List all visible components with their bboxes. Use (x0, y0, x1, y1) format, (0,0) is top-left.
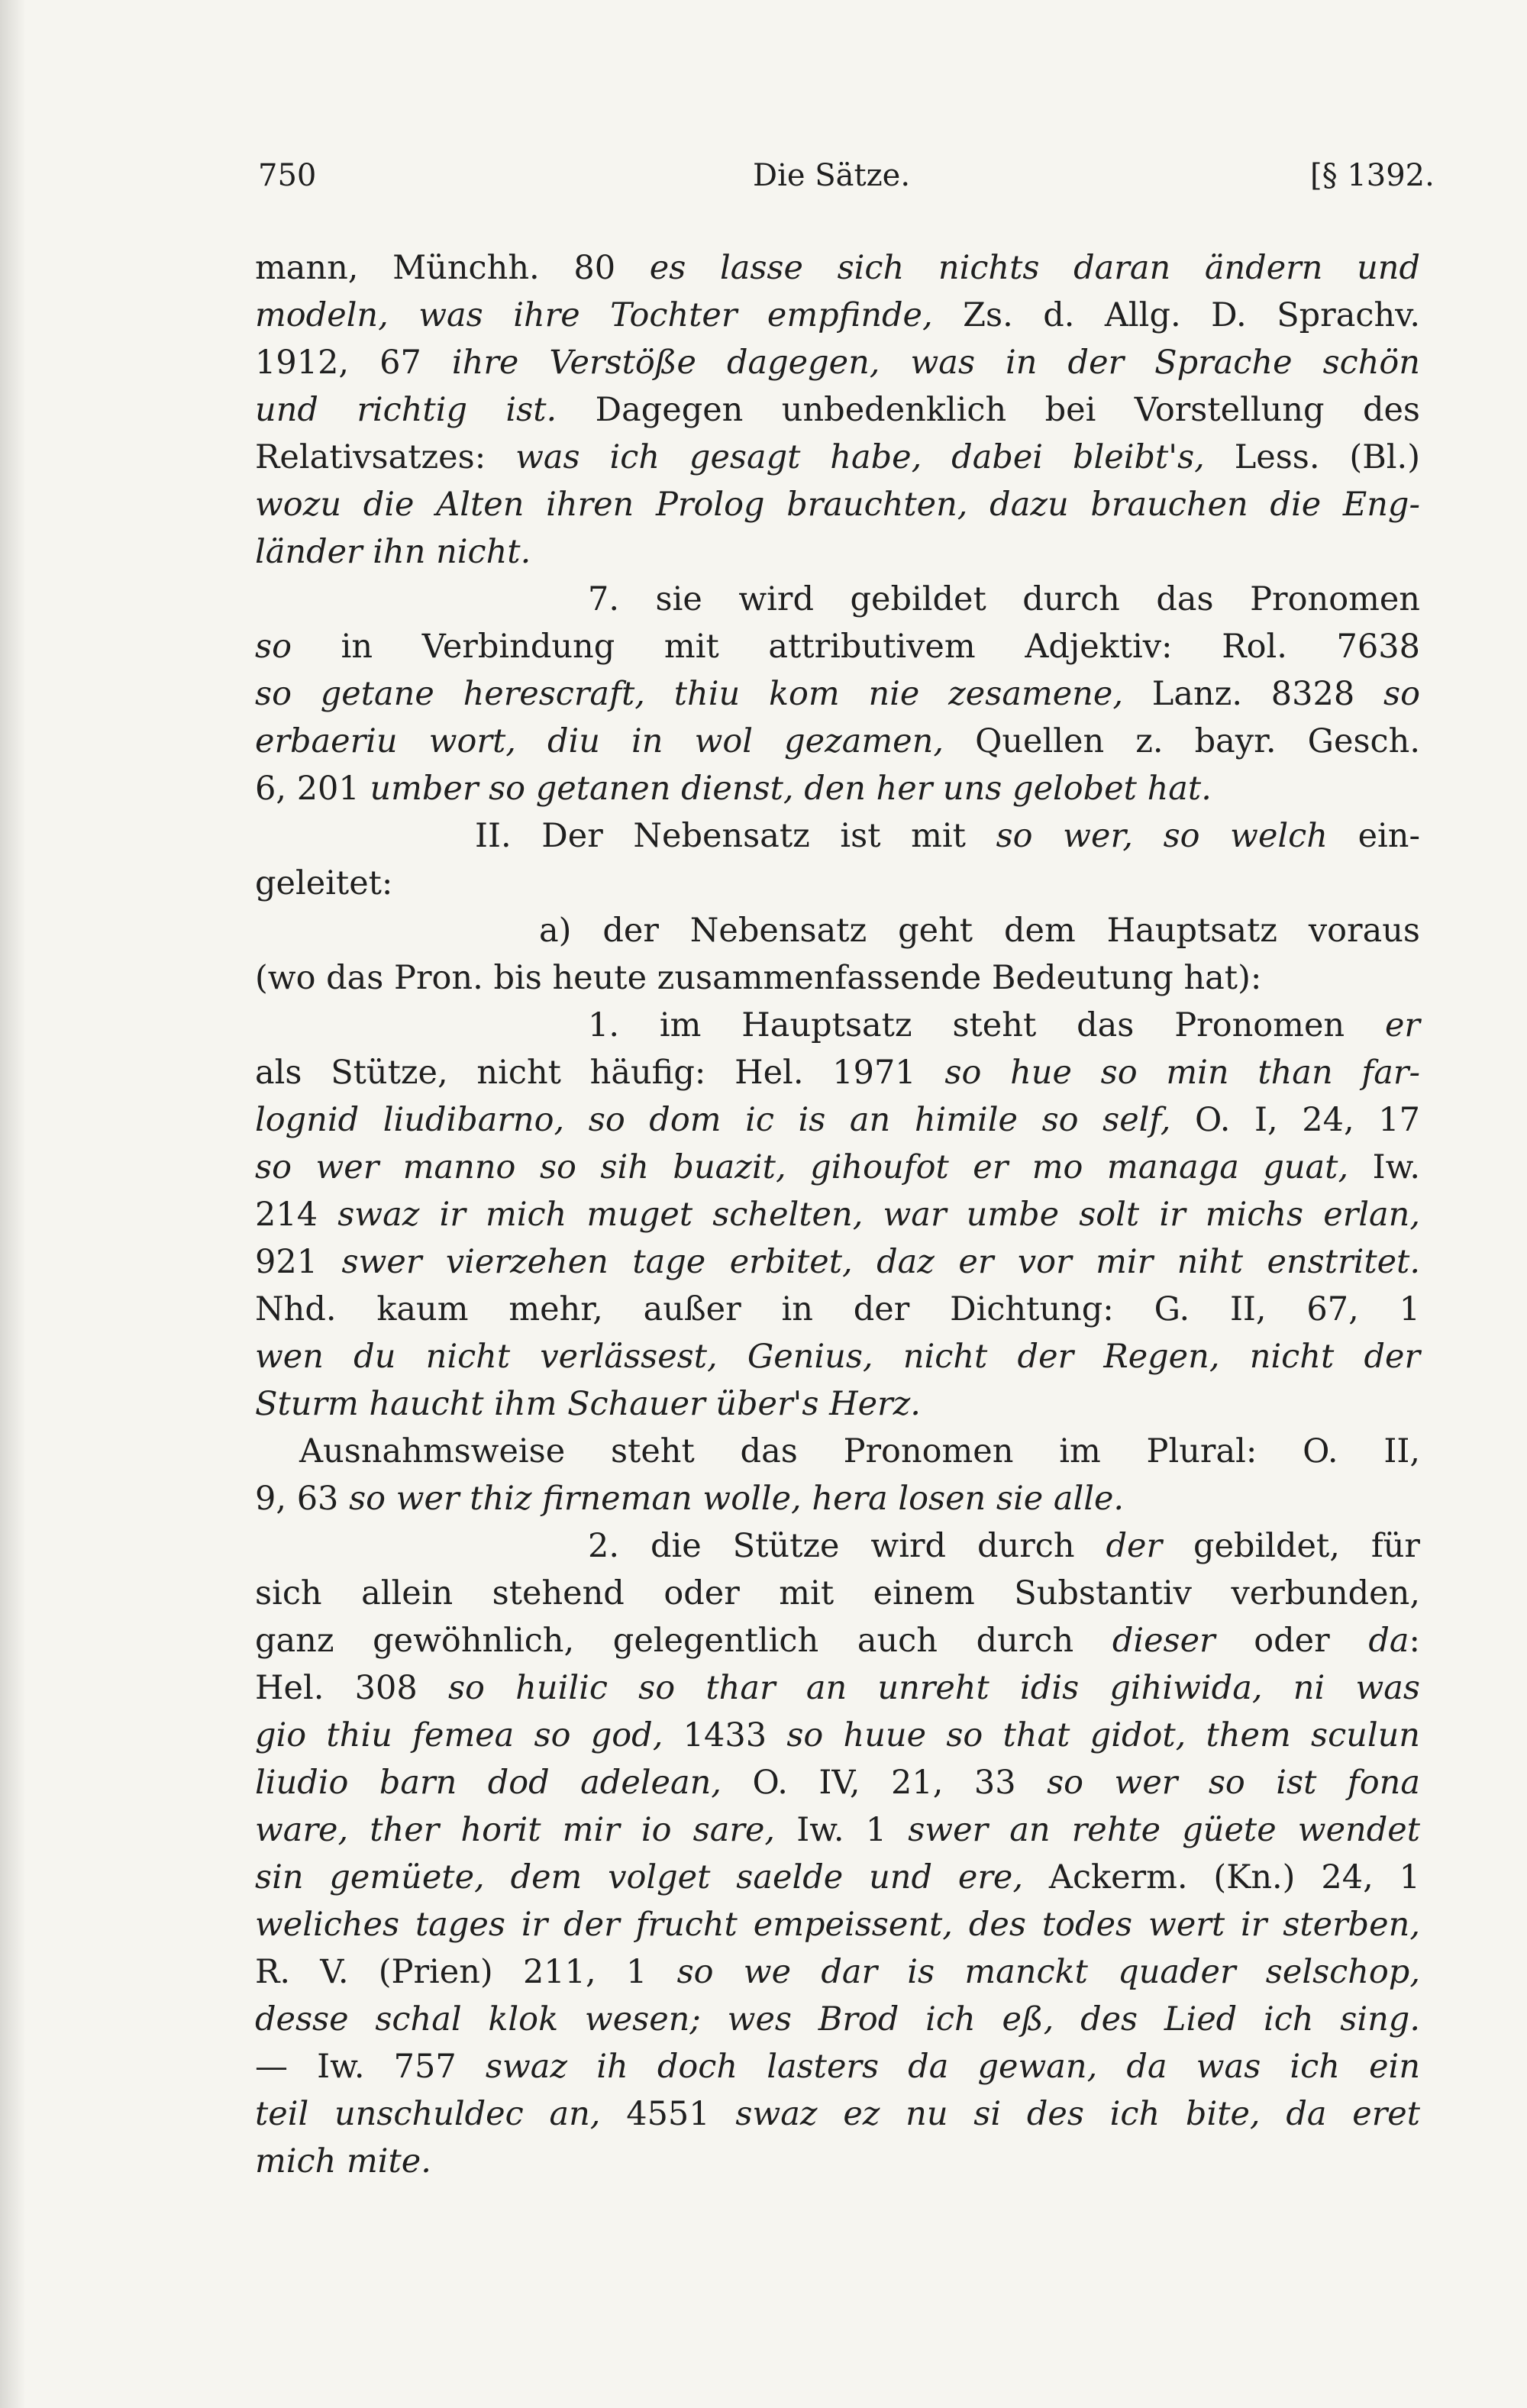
text-line (255, 2138, 1420, 2185)
quotation-italic: swaz ez nu si des ich bite, da eret (735, 2095, 1420, 2133)
quotation-italic: so (255, 628, 292, 666)
quotation-italic: swaz ir mich muget schelten, war umbe solt ir michs erlan, (337, 1196, 1421, 1234)
quotation-italic: so wer manno so sih buazit, gihoufot er mo managa guat, (255, 1148, 1349, 1186)
text-line (255, 954, 1420, 1002)
quotation-italic: swer vierzehen tage erbitet, daz er vor mir niht enstritet. (341, 1243, 1420, 1281)
text-line (255, 1002, 1420, 1049)
text-line (255, 1806, 1420, 1854)
text-line (255, 1617, 1420, 1664)
text-line (255, 1380, 1420, 1428)
text-run: : (1409, 1622, 1420, 1660)
quotation-italic: swaz ih doch lasters da gewan, da was ich ein (485, 2048, 1421, 2086)
quotation-italic: weliches tages ir der frucht empeissent, des todes wert ir sterben, (255, 1906, 1420, 1944)
text-line (255, 1428, 1420, 1475)
quotation-italic: wen du nicht verlässest, Genius, nicht der Regen, nicht der (255, 1338, 1420, 1376)
text-line (255, 528, 1420, 576)
text-run: ein- (1327, 817, 1421, 855)
quotation-italic: so hue so min than far- (944, 1054, 1421, 1092)
text-run: 214 (255, 1196, 338, 1234)
text-line (255, 907, 1420, 954)
text-line (255, 812, 1420, 860)
quotation-italic: ware, ther horit mir io sare, (255, 1811, 776, 1849)
body-text (255, 244, 1420, 2185)
text-line (255, 1144, 1420, 1191)
text-run: mann, Münchh. 80 (255, 249, 650, 287)
text-run: Lanz. 8328 (1122, 675, 1384, 713)
text-run: O. I, 24, 17 (1170, 1101, 1420, 1139)
quotation-italic: desse schal klok wesen; wes Brod ich eß, des Lied ich sing. (255, 2000, 1420, 2038)
quotation-italic: modeln, was ihre Tochter empfinde, (255, 296, 933, 334)
quotation-italic: ihre Verstöße dagegen, was in der Sprache schön (451, 344, 1421, 382)
text-run: gebildet, für (1162, 1527, 1420, 1565)
quotation-italic: liudio barn dod adelean, (255, 1764, 722, 1802)
quotation-italic: swer an rehte güete wendet (908, 1811, 1420, 1849)
quotation-italic: so we dar is manckt quader selschop, (676, 1953, 1421, 1991)
text-run: 6, 201 (255, 770, 370, 808)
text-line (255, 1664, 1420, 1712)
quotation-italic: und richtig ist. (255, 391, 557, 429)
text-run: Quellen z. bayr. Gesch. (944, 722, 1420, 760)
text-run: ganz gewöhnlich, gelegentlich auch durch (255, 1622, 1112, 1660)
text-run: 1433 (663, 1716, 787, 1754)
text-line (255, 860, 1420, 907)
text-run: R. V. (Prien) 211, 1 (255, 1953, 677, 1991)
text-run: Ausnahmsweise steht das Pronomen im Plural: O. II, (299, 1432, 1420, 1470)
quotation-italic: sin gemüete, dem volget saelde und ere, (255, 1858, 1023, 1896)
text-run: 4551 (600, 2095, 736, 2133)
text-run: Zs. d. Allg. D. Sprachv. (932, 296, 1420, 334)
quotation-italic: wozu die Alten ihren Prolog brauchten, dazu brauchen die Eng- (255, 486, 1420, 524)
page-number: 750 (258, 158, 317, 193)
text-run: 1912, 67 (255, 344, 452, 382)
quotation-italic: er (1384, 1006, 1420, 1044)
quotation-italic: so wer, so welch (996, 817, 1328, 855)
text-run: sich allein stehend oder mit einem Substantiv verbunden, (255, 1574, 1420, 1612)
text-line (255, 576, 1420, 623)
running-title: Die Sätze. (753, 158, 911, 193)
quotation-italic: so huue so that gidot, them sculun (786, 1716, 1420, 1754)
text-run: geleitet: (255, 864, 393, 902)
text-line (255, 1522, 1420, 1570)
quotation-italic: dieser (1112, 1622, 1215, 1660)
text-line (255, 244, 1420, 292)
text-run: — Iw. 757 (255, 2048, 486, 2086)
text-line (255, 292, 1420, 339)
quotation-italic: gio thiu femea so god, (255, 1716, 663, 1754)
text-line (255, 1238, 1420, 1286)
text-line (255, 1333, 1420, 1380)
quotation-italic: länder ihn nicht. (255, 533, 531, 571)
quotation-italic: was ich gesagt habe, dabei bleibt's, (515, 438, 1205, 476)
text-line (255, 670, 1420, 718)
text-run: Nhd. kaum mehr, außer in der Dichtung: G. II, 67, 1 (255, 1290, 1420, 1328)
text-line (255, 1570, 1420, 1617)
text-run: in Verbindung mit attributivem Adjektiv: Rol. 7638 (291, 628, 1420, 666)
text-run: Dagegen unbedenklich bei Vorstellung des (557, 391, 1420, 429)
text-line (255, 1475, 1420, 1522)
quotation-italic: lognid liudibarno, so dom ic is an himile so self, (255, 1101, 1171, 1139)
text-run: Ackerm. (Kn.) 24, 1 (1023, 1858, 1420, 1896)
text-line (255, 339, 1420, 386)
text-run: Iw. 1 (775, 1811, 909, 1849)
text-run: als Stütze, nicht häufig: Hel. 1971 (255, 1054, 945, 1092)
text-run: a) der Nebensatz geht dem Hauptsatz voraus (539, 912, 1420, 950)
quotation-italic: so getane herescraft, thiu kom nie zesamene, (255, 675, 1123, 713)
text-run: II. Der Nebensatz ist mit (475, 817, 996, 855)
text-line (255, 1191, 1420, 1238)
text-run: O. IV, 21, 33 (721, 1764, 1048, 1802)
quotation-italic: erbaeriu wort, diu in wol gezamen, (255, 722, 944, 760)
text-line (255, 1948, 1420, 1996)
text-run: Relativsatzes: (255, 438, 516, 476)
text-line (255, 2043, 1420, 2090)
text-line (255, 1996, 1420, 2043)
quotation-italic: so (1383, 675, 1420, 713)
text-run: oder (1215, 1622, 1369, 1660)
text-line (255, 434, 1420, 481)
text-line (255, 1286, 1420, 1333)
quotation-italic: es lasse sich nichts daran ändern und (649, 249, 1420, 287)
text-run: Iw. (1348, 1148, 1420, 1186)
quotation-italic: mich mite. (255, 2142, 431, 2180)
text-run: 9, 63 (255, 1480, 350, 1518)
text-run: (wo das Pron. bis heute zusammenfassende Bedeutung hat): (255, 959, 1262, 997)
text-line (255, 1901, 1420, 1948)
quotation-italic: so huilic so thar an unreht idis gihiwida, ni was (447, 1669, 1420, 1707)
text-line (255, 1759, 1420, 1806)
section-reference: [§ 1392. (1310, 158, 1435, 193)
text-line (255, 481, 1420, 528)
text-line (255, 1712, 1420, 1759)
quotation-italic: Sturm haucht ihm Schauer über's Herz. (255, 1385, 921, 1423)
text-line (255, 2090, 1420, 2138)
text-line (255, 718, 1420, 765)
text-line (255, 1854, 1420, 1901)
quotation-italic: umber so getanen dienst, den her uns gelobet hat. (370, 770, 1212, 808)
text-run: 1. im Hauptsatz steht das Pronomen (588, 1006, 1385, 1044)
text-run: Less. (Bl.) (1204, 438, 1420, 476)
quotation-italic: der (1106, 1527, 1163, 1565)
text-run: 7. sie wird gebildet durch das Pronomen (588, 580, 1420, 618)
quotation-italic: da (1368, 1622, 1409, 1660)
text-line (255, 765, 1420, 812)
text-line (255, 1096, 1420, 1144)
text-run: 921 (255, 1243, 342, 1281)
quotation-italic: so wer so ist fona (1047, 1764, 1420, 1802)
quotation-italic: teil unschuldec an, (255, 2095, 601, 2133)
text-run: Hel. 308 (255, 1669, 448, 1707)
text-line (255, 1049, 1420, 1096)
text-line (255, 386, 1420, 434)
text-line (255, 623, 1420, 670)
quotation-italic: so wer thiz firneman wolle, hera losen sie alle. (349, 1480, 1125, 1518)
text-run: 2. die Stütze wird durch (588, 1527, 1106, 1565)
page-edge-shadow (0, 0, 26, 2408)
